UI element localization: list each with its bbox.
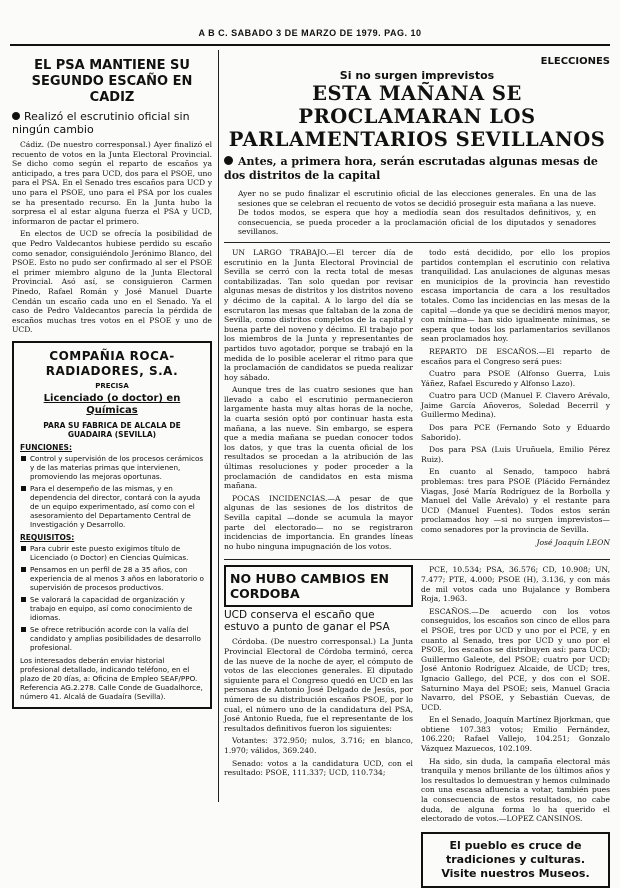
section-tag: ELECCIONES [540, 56, 610, 67]
list-item: Se ofrece retribución acorde con la valía del candidato y amplias posibilidades de desarrollo profesional. [30, 625, 204, 652]
paragraph: Ha sido, sin duda, la campaña electoral más tranquila y menos brillante de los últimos años y los resultados lo demuestran y hemos culminado con una escasa afluencia a votar, también pues la consecuencia de estos resultados, no cabe duda, de alguna forma lo ha querido el electorado de votos.—LOPEZ CANSINOS. [421, 756, 610, 824]
ad-needs: PRECISA [95, 381, 129, 390]
list-item: Se valorará la capacidad de organización y trabajo en equipo, así como conocimiento de idiomas. [30, 595, 204, 622]
paragraph: REPARTO DE ESCAÑOS.—El reparto de escaños para el Congreso será pues: [421, 346, 610, 366]
list-item: Control y supervisión de los procesos cerámicos y de las materias primas que intervienen, promoviendo las mejoras oportunas. [30, 453, 204, 481]
paragraph: Aunque tres de las cuatro sesiones que han llevado a cabo el escrutinio permanecieron largamente hasta muy altas horas de la noche, la cuarta sesión optó por continuar hasta esta mañana, a las nueve. Sin embargo, se espera que a media mañana se puedan conocer todos los datos, y que tras la cuenta oficial de los resultados se procedan a la atribución de las últimas resoluciones y poder proceder a la proclamación de candidatos en esta misma mañana. [224, 385, 413, 491]
ad-requirements-label: REQUISITOS: [20, 532, 75, 542]
ad-company: COMPAÑIA ROCA-RADIADORES, S.A. [45, 348, 179, 378]
left-paragraph: En electos de UCD se ofrecía la posibilidad de que Pedro Valdecantos hubiese perdido su escaño como senador, consiguiéndolo Jerónimo Blanco, del PSOE. Esto no pudo ser confirmado al ser el PSOE el primer miembro alguno de la Junta Electoral Provincial. Asó así, se consiguieron Carmen Pinedo, Rafael Román y José Manuel Duarte Cendán un escaño cada uno en el Senado. Ya el caso de Pedro Valdecantos parecía la pérdida de escaños muchas tres votos en el PSOE y uno de UCD. [12, 229, 212, 335]
paragraph: Dos para PCE (Fernando Soto y Eduardo Saborido). [421, 423, 610, 442]
left-column [12, 50, 212, 802]
paragraph: PCE, 10.534; PSA, 36.576; CD, 10.908; UN, 7.477; PTE, 4.000; PSOE (H), 3.136, y con más de mil votos cada uno Bujalance y Bombera Roja, 1.963. [421, 565, 610, 604]
cordoba-body [224, 637, 413, 777]
ad-functions-list [20, 454, 204, 529]
left-headline: EL PSA MANTIENE SU SEGUNDO ESCAÑO EN CADIZ [31, 58, 193, 105]
kicker: Si no surgen imprevistos [339, 69, 495, 82]
main-headline: ESTA MAÑANA SE PROCLAMARAN LOS PARLAMENTARIOS SEVILLANOS [228, 82, 606, 151]
job-advert [12, 341, 212, 709]
divider [224, 559, 610, 560]
paragraph: Cuatro para PSOE (Alfonso Guerra, Luis Yáñez, Rafael Escuredo y Alfonso Lazo). [421, 369, 610, 388]
cordoba-body-2 [421, 565, 610, 823]
list-item: Pensamos en un perfil de 28 a 35 años, con experiencia de al menos 3 años en laboratorio o supervisión de procesos productivos. [30, 564, 204, 592]
paragraph: Cuatro para UCD (Manuel F. Clavero Arévalo, Jaime García Añoveros, Soledad Becerril y Guillermo Medina). [421, 391, 610, 420]
cordoba-columns [224, 565, 610, 887]
bullet-icon [224, 156, 233, 165]
paragraph: todo está decidido, por ello los propios partidos contemplan el escrutinio con relativa tranquilidad. Las anulaciones de algunas mesas en municipios de la provincia han revestido escasa importancia de cara a los resultados totales. Como las incidencias en las mesas de la capital —donde ya que se decidirá menos mayor, con mínima— han sido igualmente mínimas, se espera que todos los parlamentarios sevillanos sean proclamados hoy. [421, 247, 610, 344]
list-item: Para cubrir este puesto exigimos título de Licenciado (o Doctor) en Ciencias Químicas. [30, 544, 204, 562]
ad-requirements-list [20, 544, 204, 652]
byline: José Joaquín LEON [536, 537, 610, 547]
list-item: Para el desempeño de las mismas, y en dependencia del director, contará con la ayuda de un equipo experimentado, así como con el asesoramiento del Departamento Central de Investigación y Desarrollo. [30, 484, 204, 529]
cordoba-subhead: UCD conserva el escaño que estuvo a punto de ganar el PSA [224, 609, 390, 634]
story-columns [224, 248, 610, 554]
cordoba-headline-box [224, 565, 413, 607]
right-column [224, 50, 610, 880]
left-subhead: Realizó el escrutinio oficial sin ningún cambio [12, 110, 190, 136]
paragraph: En el Senado, Joaquín Martínez Bjorkman, que obtiene 107.383 votos; Emilio Fernández, 106.220; Rafael Vallejo, 104.251; Gonzalo Vázquez Mazuecos, 102.109. [421, 715, 610, 754]
bullet-icon [12, 112, 20, 120]
header-rule [10, 44, 610, 46]
museum-promo: El pueblo es cruce de tradiciones y culturas. Visite nuestros Museos. [421, 832, 610, 888]
column-divider [218, 50, 219, 802]
cordoba-headline: NO HUBO CAMBIOS EN CORDOBA [230, 571, 390, 602]
ad-footer: Los interesados deberán enviar historial profesional detallado, indicando teléfono, en el plazo de 20 días, a: Oficina de Empleo SEAF/PPO. Referencia AG.2.278. Calle Conde de Guadalhorce, número 41. Alcalá de Guadaíra (Sevilla). [20, 655, 203, 701]
ad-role: Licenciado (o doctor) en Químicas [43, 392, 181, 416]
paragraph: Senado: votos a la candidatura UCD, con el resultado: PSOE, 111.337; UCD, 110.734; [224, 758, 413, 778]
paragraph: POCAS INCIDENCIAS.—A pesar de que algunas de las sesiones de los distritos de Sevilla capital —donde se acumula la mayor parte del electorado— no se registraron incidencias de importancia. En grandes líneas no hubo ninguna impugnación de los votos. [224, 493, 413, 551]
page-header: A B C. SABADO 3 DE MARZO DE 1979. PAG. 10 [198, 28, 422, 38]
story-col-b [421, 248, 610, 554]
divider [224, 242, 610, 243]
left-body [12, 140, 212, 335]
paragraph: UN LARGO TRABAJO.—El tercer día de escrutinio en la Junta Electoral Provincial de Sevilla se cerró con la recta total de mesas contabilizadas. Tan solo quedan por revisar algunas mesas de distritos y los distritos noveno y décimo de la capital. A lo largo del día se escrutaron las mesas que faltaban de la zona de Sevilla, como distritos completos de la capital y buena parte del noveno y décimo. El trabajo por los miembros de la Junta y representantes de partidos tuvo agotador, porque se trabajó en la medida de lo posible acelerar el ritmo para que la proclamación de candidatos se pueda realizar hoy sábado. [224, 247, 413, 382]
cordoba-col-b [421, 565, 610, 887]
paragraph: En cuanto al Senado, tampoco habrá problemas: tres para PSOE (Plácido Fernández Viagas, José María Rodríguez de la Borbolla y Manuel del Valle Arévalo) y el restante para UCD (Manuel Fuentes). Todos estos serán proclamados hoy —si no surgen imprevistos— como senadores por la provincia de Sevilla. [421, 467, 610, 534]
paragraph: Dos para PSA (Luis Uruñuela, Emilio Pérez Ruiz). [421, 445, 610, 464]
story-col-a [224, 248, 413, 554]
paragraph: Votantes: 372.950; nulos, 3.716; en blanco, 1.970; válidos, 369.240. [224, 736, 413, 755]
cordoba-col-a [224, 565, 413, 887]
ad-place: PARA SU FABRICA DE ALCALA DE GUADAIRA (SEVILLA) [43, 420, 181, 439]
deck: Antes, a primera hora, serán escrutadas algunas mesas de dos distritos de la capital [224, 155, 598, 182]
left-paragraph: Cádiz. (De nuestro corresponsal.) Ayer finalizó el recuento de votos en la Junta Electoral Provincial. Se dicho como según el reparto de escaños ya anticipado, a tres para UCD, dos para el PSOE, uno para el PSA. En el Senado tres escaños para UCD y uno para el PSOE, uno para el PSA por los cuales se ha presentado recurso. En la Junta hubo la sorpresa el al estar alguna fuerza el PSA y UCD, informaron de pactar el primero. [12, 140, 212, 226]
lead-paragraph: Ayer no se pudo finalizar el escrutinio oficial de las elecciones generales. En una de las sesiones que se celebran el recuento de votos se decidió proseguir esta mañana a las nueve. De todos modos, se espera que hoy a mediodía sean dos resultados definitivos, y, en consecuencia, se pueda proceder a la proclamación oficial de los diputados y senadores sevillanos. [238, 189, 596, 237]
paragraph: Córdoba. (De nuestro corresponsal.) La Junta Provincial Electoral de Córdoba terminó, cerca de las nueve de la noche de ayer, el cómputo de votos de las elecciones generales. El diputado siguiente para el Congreso quedó en UCD en las personas de Antonio José Delgado de Jesús, por número de su distribución escaños PSOE, por lo cual, el número uno de la candidatura del PSA, José Antonio Rueda, fue el representante de los resultados definitivos fueron los siguientes: [224, 637, 413, 733]
paragraph: ESCAÑOS.—De acuerdo con los votos conseguidos, los escaños son cinco de ellos para el PSOE, tres por UCD y uno por el PCE, y en cuanto al Senado, tres por UCD y uno por el PSOE, los escaños se distribuyen así: para UCD; Guillermo Galeote, del PSOE; cuatro por UCD; José Antonio Rodríguez Alcaide, de UCD; tres, Ignacio Gallego, del PCE, y dos con el SOE. Saturnino Maya del PSOE; seis, Manuel Gracia Navarro, del PSOE, y Sebastián Cuevas, de UCD. [421, 606, 610, 712]
ad-functions-label: FUNCIONES: [20, 442, 72, 452]
